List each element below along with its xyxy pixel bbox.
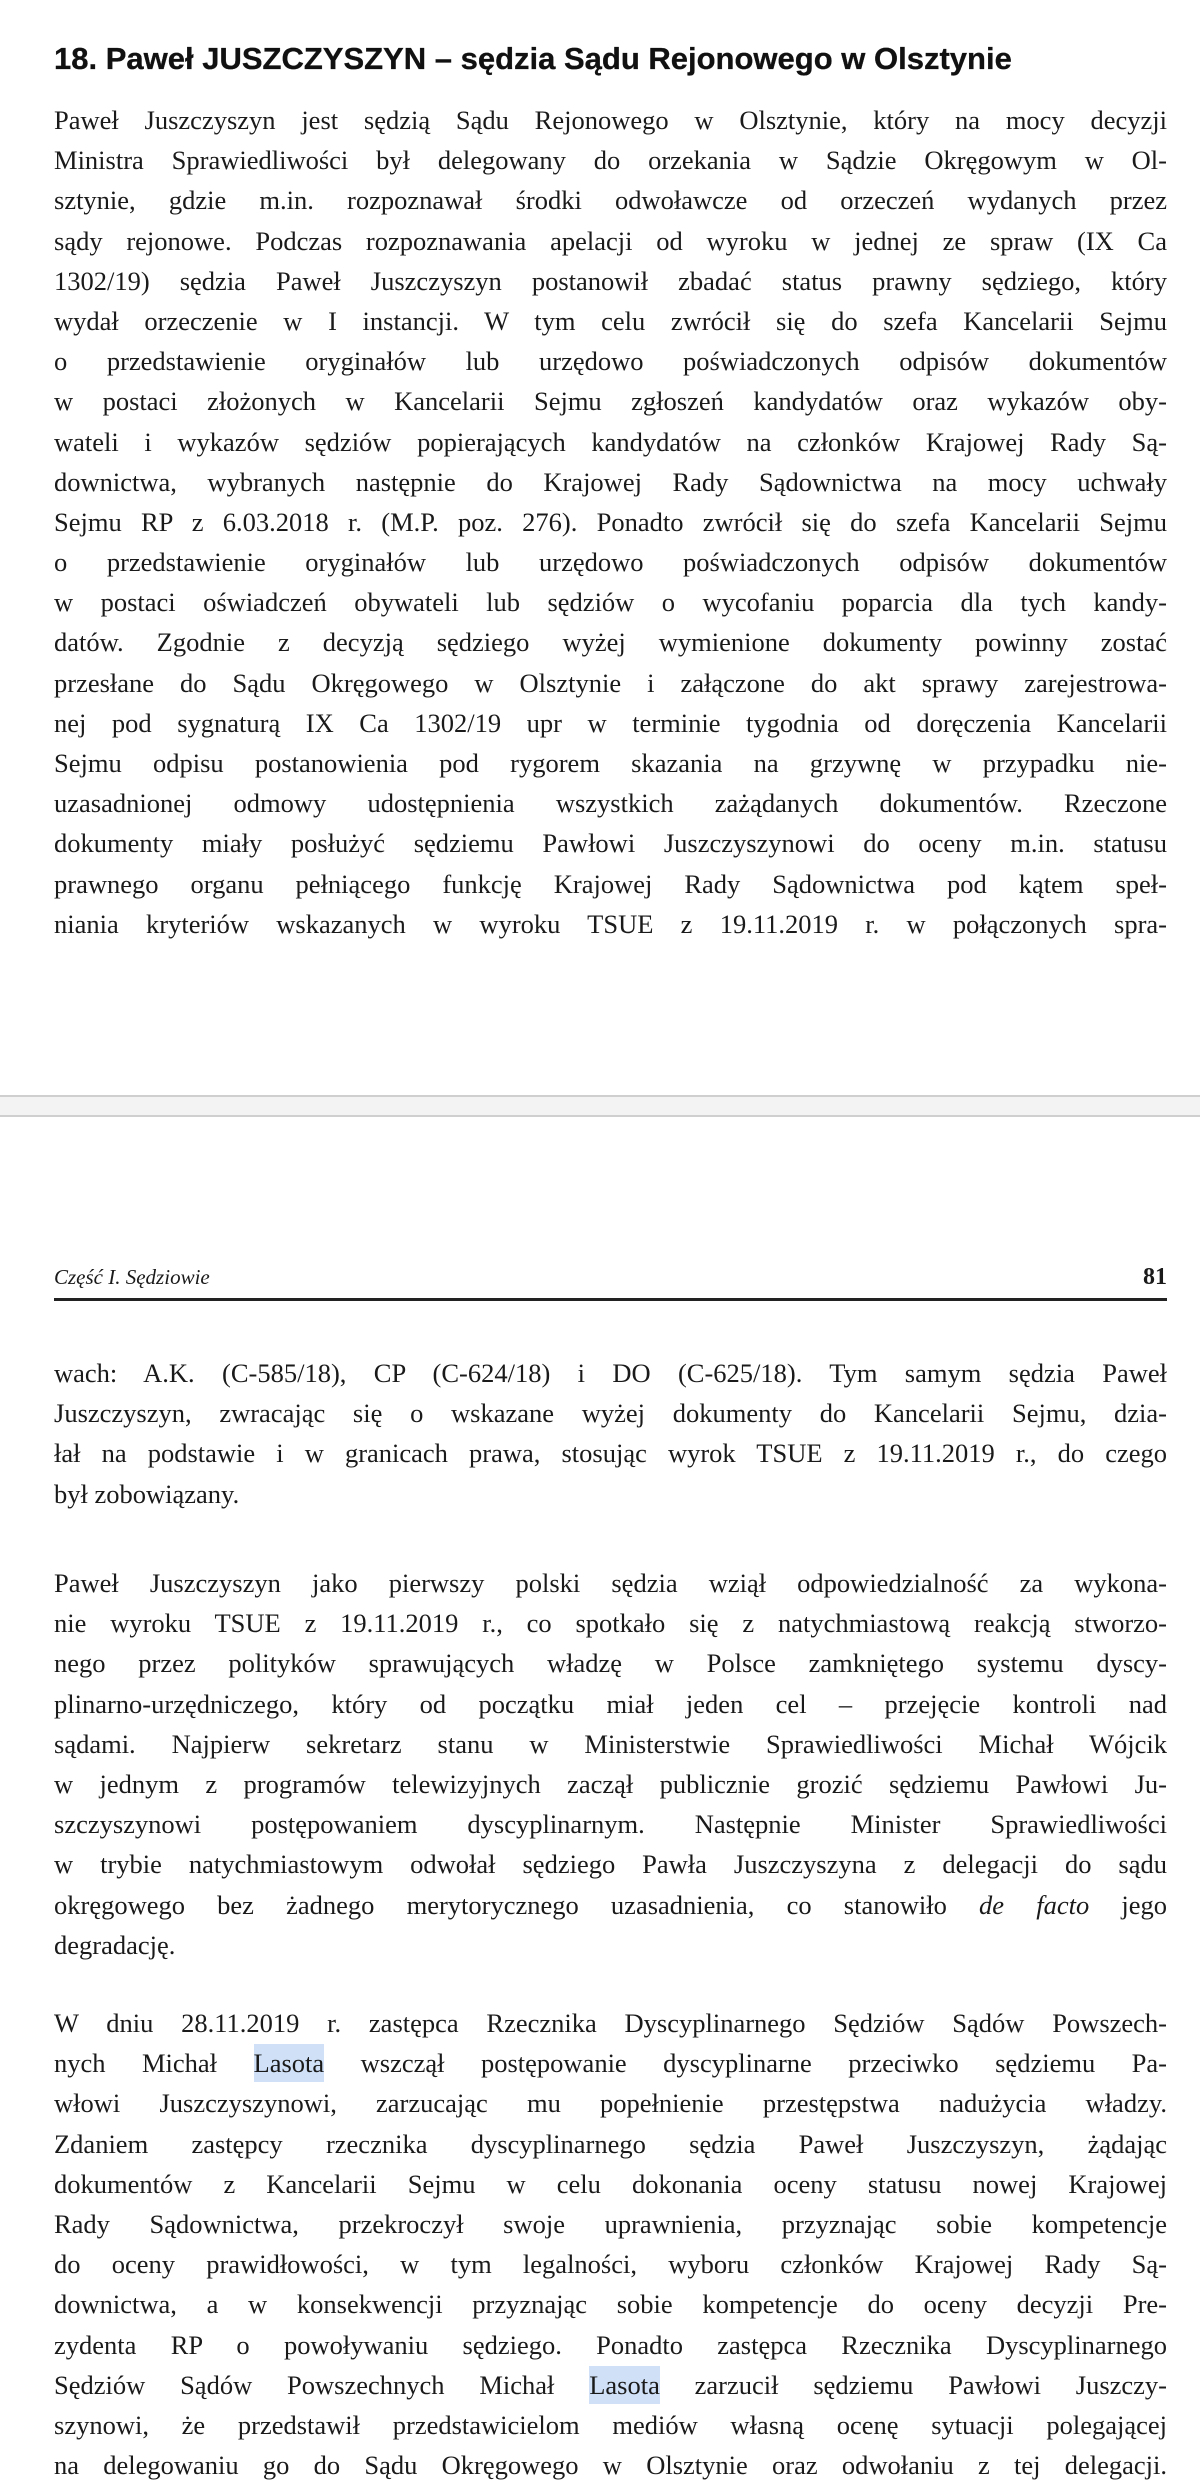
text-line: zydenta RP o powoływaniu sędziego. Ponadto zastępca Rzecznika Dyscyplinarnego: [54, 2329, 1167, 2360]
text-line: w postaci złożonych w Kancelarii Sejmu zgłoszeń kandydatów oraz wykazów oby-: [54, 386, 1167, 417]
paragraph: [54, 100, 1167, 944]
text-line: nie wyroku TSUE z 19.11.2019 r., co spotkało się z natychmiastową reakcją stworzo-: [54, 1608, 1167, 1639]
text-line: Ministra Sprawiedliwości był delegowany do orzekania w Sądzie Okręgowym w Ol-: [54, 145, 1167, 176]
text-line: nej pod sygnaturą IX Ca 1302/19 upr w terminie tygodnia od doręczenia Kancelarii: [54, 707, 1167, 738]
running-header: [54, 1262, 1167, 1292]
text-line: Sędziów Sądów Powszechnych Michał Lasota zarzucił sędziemu Pawłowi Juszczy-: [54, 2365, 1167, 2405]
text-line: plinarno-urzędniczego, który od początku miał jeden cel – przejęcie kontroli nad: [54, 1688, 1167, 1719]
text-line: w trybie natychmiastowym odwołał sędziego Pawła Juszczyszyna z delegacji do sądu: [54, 1849, 1167, 1880]
text-line: był zobowiązany.: [54, 1478, 240, 1509]
text-line: w postaci oświadczeń obywateli lub sędziów o wycofaniu poparcia dla tych kandy-: [54, 587, 1167, 618]
text-line: dokumenty miały posłużyć sędziemu Pawłowi Juszczyszynowi do oceny m.in. statusu: [54, 828, 1167, 859]
text-line: do oceny prawidłowości, w tym legalności, wyboru członków Krajowej Rady Są-: [54, 2249, 1167, 2280]
text-line: Paweł Juszczyszyn jako pierwszy polski sędzia wziął odpowiedzialność za wykona-: [54, 1568, 1167, 1598]
text-line: przesłane do Sądu Okręgowego w Olsztynie i załączone do akt sprawy zarejestrowa-: [54, 667, 1167, 698]
text-line: szczyszynowi postępowaniem dyscyplinarnym. Następnie Minister Sprawiedliwości: [54, 1809, 1167, 1840]
header-rule: [54, 1298, 1167, 1301]
text-line: sztynie, gdzie m.in. rozpoznawał środki odwoławcze od orzeczeń wydanych przez: [54, 185, 1167, 216]
text-line: wydał orzeczenie w I instancji. W tym celu zwrócił się do szefa Kancelarii Sejmu: [54, 305, 1167, 336]
text-line: włowi Juszczyszynowi, zarzucając mu popełnienie przestępstwa nadużycia władzy.: [54, 2088, 1167, 2119]
text-line: Zdaniem zastępcy rzecznika dyscyplinarnego sędzia Paweł Juszczyszyn, żądając: [54, 2128, 1167, 2159]
text-line: Juszczyszyn, zwracając się o wskazane wyżej dokumenty do Kancelarii Sejmu, dzia-: [54, 1398, 1167, 1429]
text-line: downictwa, wybranych następnie do Krajowej Rady Sądownictwa na mocy uchwały: [54, 466, 1167, 497]
text-line: o przedstawienie oryginałów lub urzędowo poświadczonych odpisów dokumentów: [54, 547, 1167, 578]
text-line: okręgowego bez żadnego merytorycznego uzasadnienia, co stanowiło de facto jego: [54, 1889, 1168, 1920]
page-divider: [0, 1095, 1200, 1117]
text-line: wach: A.K. (C-585/18), CP (C-624/18) i DO (C-625/18). Tym samym sędzia Paweł: [54, 1358, 1167, 1388]
text-line: o przedstawienie oryginałów lub urzędowo poświadczonych odpisów dokumentów: [54, 346, 1167, 377]
text-line: W dniu 28.11.2019 r. zastępca Rzecznika Dyscyplinarnego Sędziów Sądów Powszech-: [54, 2008, 1167, 2038]
paragraph: [54, 2003, 1167, 2485]
text-line: szynowi, że przedstawił przedstawicielom mediów własną ocenę sytuacji polegającej: [54, 2409, 1167, 2440]
paragraph: [54, 1353, 1167, 1514]
text-line: downictwa, a w konsekwencji przyznając sobie kompetencje do oceny decyzji Pre-: [54, 2289, 1167, 2320]
text-line: wateli i wykazów sędziów popierających kandydatów na członków Krajowej Rady Są-: [54, 426, 1167, 457]
text-line: Paweł Juszczyszyn jest sędzią Sądu Rejonowego w Olsztynie, który na mocy decyzji: [54, 105, 1167, 135]
text-line: degradację.: [54, 1929, 176, 1960]
text-line: łał na podstawie i w granicach prawa, stosując wyrok TSUE z 19.11.2019 r., do czego: [54, 1438, 1167, 1469]
section-heading: 18. Paweł JUSZCZYSZYN – sędzia Sądu Rejonowego w Olsztynie: [54, 40, 1012, 76]
text-line: 1302/19) sędzia Paweł Juszczyszyn postanowił zbadać status prawny sędziego, który: [54, 265, 1167, 296]
text-line: niania kryteriów wskazanych w wyroku TSUE z 19.11.2019 r. w połączonych spra-: [54, 908, 1167, 939]
text-line: sądami. Najpierw sekretarz stanu w Ministerstwie Sprawiedliwości Michał Wójcik: [54, 1728, 1167, 1759]
text-line: Sejmu odpisu postanowienia pod rygorem skazania na grzywnę w przypadku nie-: [54, 748, 1167, 778]
text-line: uzasadnionej odmowy udostępnienia wszystkich zażądanych dokumentów. Rzeczone: [54, 788, 1167, 819]
text-line: nego przez polityków sprawujących władzę w Polsce zamkniętego systemu dyscy-: [54, 1648, 1167, 1679]
running-head-section: Część I. Sędziowie: [54, 1265, 210, 1289]
italic-phrase: de facto: [979, 1889, 1090, 1920]
text-line: Sejmu RP z 6.03.2018 r. (M.P. poz. 276). Ponadto zwrócił się do szefa Kancelarii Sejmu: [54, 506, 1167, 537]
text-line: nych Michał Lasota wszczął postępowanie dyscyplinarne przeciwko sędziemu Pa-: [54, 2043, 1167, 2083]
search-highlight: Lasota: [254, 2044, 325, 2082]
text-line: sądy rejonowe. Podczas rozpoznawania apelacji od wyroku w jednej ze spraw (IX Ca: [54, 225, 1167, 256]
text-line: na delegowaniu go do Sądu Okręgowego w Olsztynie oraz odwołaniu z tej delegacji.: [54, 2450, 1167, 2481]
page-number: 81: [1143, 1264, 1167, 1290]
text-line: datów. Zgodnie z decyzją sędziego wyżej wymienione dokumenty powinny zostać: [54, 627, 1167, 658]
text-line: w jednym z programów telewizyjnych zaczął publicznie grozić sędziemu Pawłowi Ju-: [54, 1768, 1167, 1799]
text-line: dokumentów z Kancelarii Sejmu w celu dokonania oceny statusu nowej Krajowej: [54, 2168, 1167, 2199]
search-highlight: Lasota: [589, 2366, 660, 2404]
text-line: prawnego organu pełniącego funkcję Krajowej Rady Sądownictwa pod kątem speł-: [54, 868, 1167, 899]
paragraph: [54, 1563, 1167, 1965]
text-line: Rady Sądownictwa, przekroczył swoje uprawnienia, przyznając sobie kompetencje: [54, 2208, 1167, 2239]
